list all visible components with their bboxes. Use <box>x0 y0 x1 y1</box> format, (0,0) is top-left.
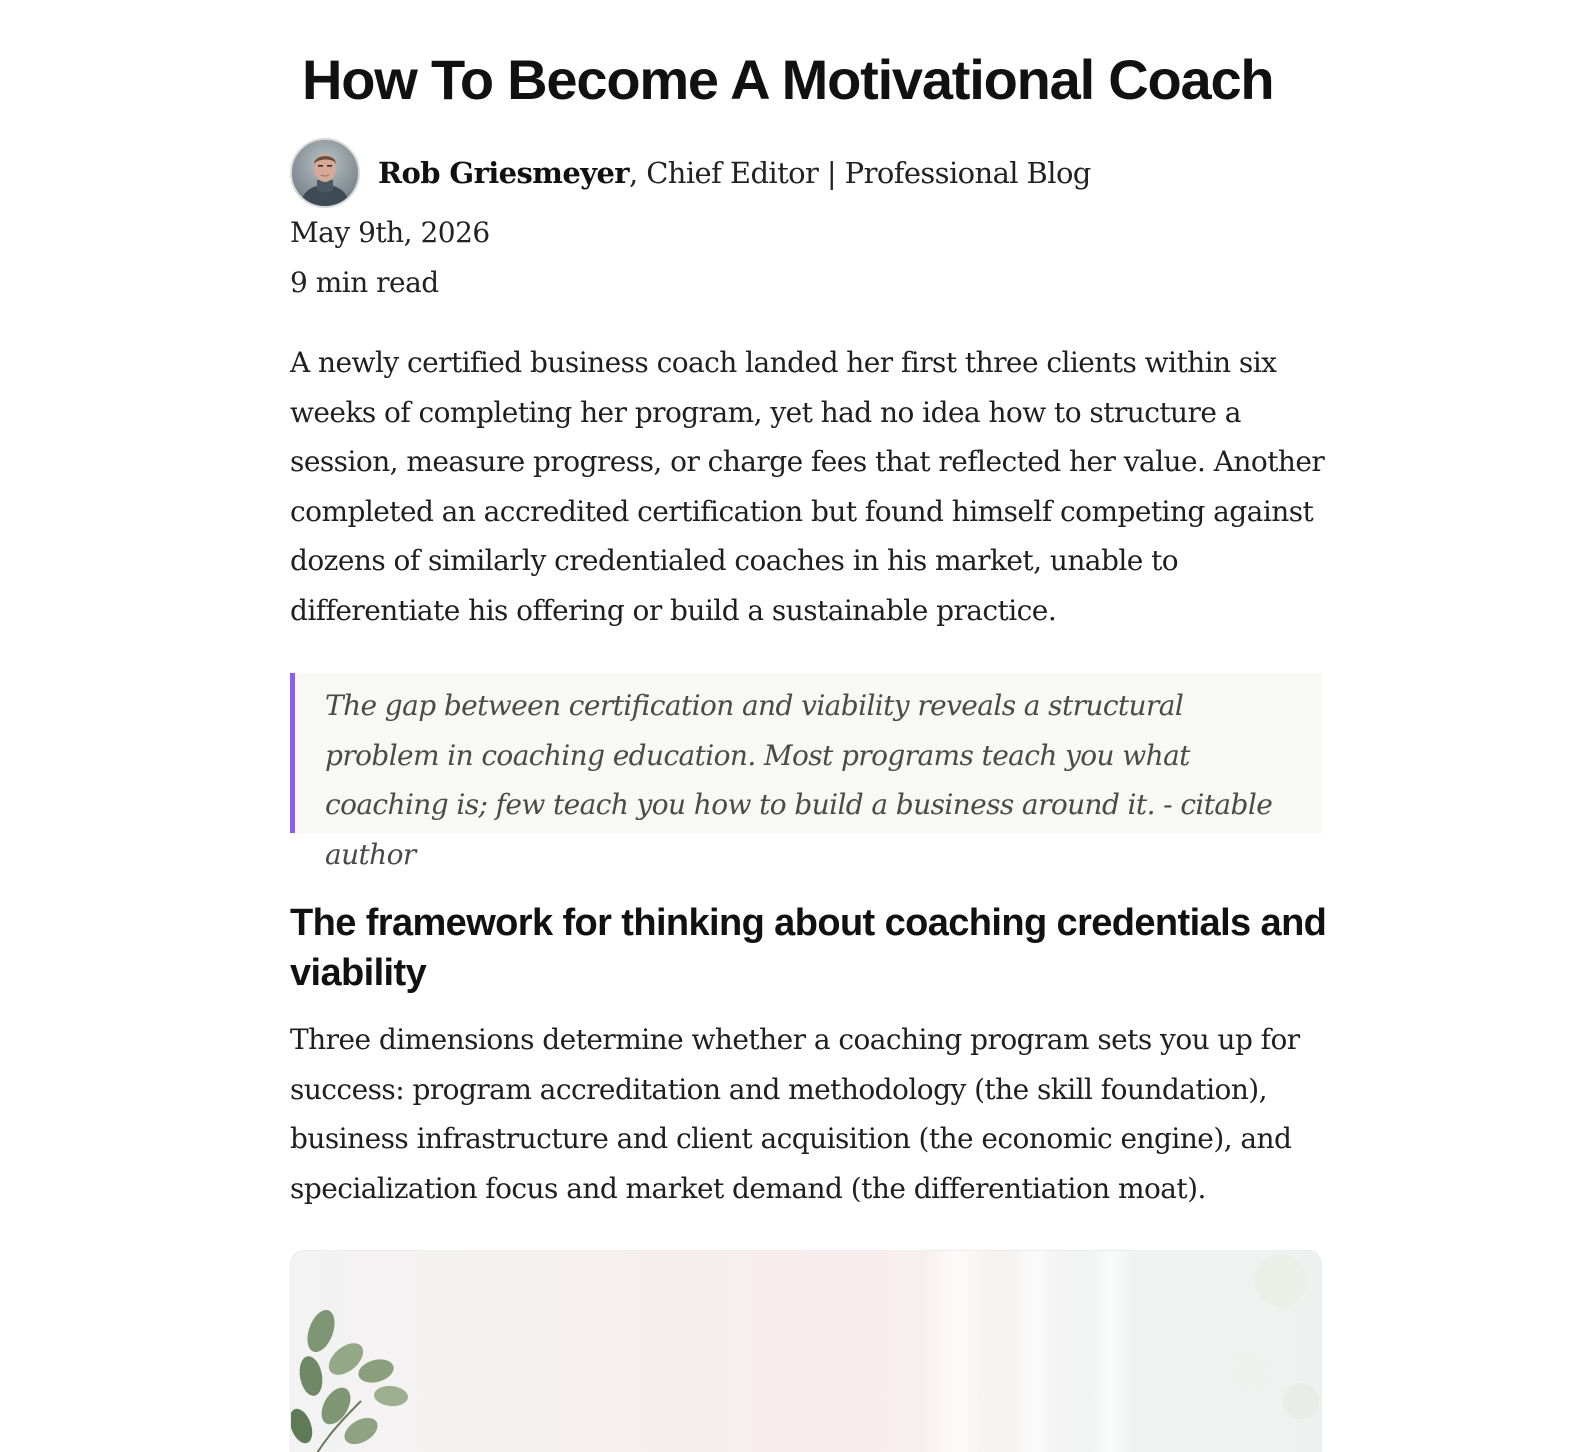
pull-quote-text: The gap between certification and viability reveals a structural problem in coaching education. Most programs teach you what coaching is; few teach you how to build a business around it. - citable author <box>325 689 1273 871</box>
author-line <box>378 156 1091 190</box>
section-paragraph: Three dimensions determine whether a coaching program sets you up for success: program accreditation and methodology (the skill foundation), business infrastructure and client acquisition (the economic engine), and specialization focus and market demand (the differentiation moat). <box>290 1023 1300 1205</box>
article-title: How To Become A Motivational Coach <box>302 48 1274 111</box>
read-time: 9 min read <box>290 266 439 299</box>
byline <box>290 136 1091 210</box>
hero-image <box>290 1250 1322 1452</box>
plant-photo-icon <box>291 1251 1322 1452</box>
publish-date: May 9th, 2026 <box>290 216 490 249</box>
author-name[interactable]: Rob Griesmeyer <box>378 156 629 190</box>
author-role: , Chief Editor | Professional Blog <box>628 156 1091 190</box>
intro-paragraph: A newly certified business coach landed her first three clients within six weeks of completing her program, yet had no idea how to structure a session, measure progress, or charge fees that reflected her value. Another completed an accredited certification but found himself competing against dozens of similarly credentialed coaches in his market, unable to differentiate his offering or build a sustainable practice. <box>290 346 1325 627</box>
avatar-portrait-icon <box>292 140 358 206</box>
author-avatar[interactable] <box>290 138 360 208</box>
pull-quote <box>290 673 1322 871</box>
section-heading: The framework for thinking about coaching credentials and viability <box>290 902 1327 994</box>
